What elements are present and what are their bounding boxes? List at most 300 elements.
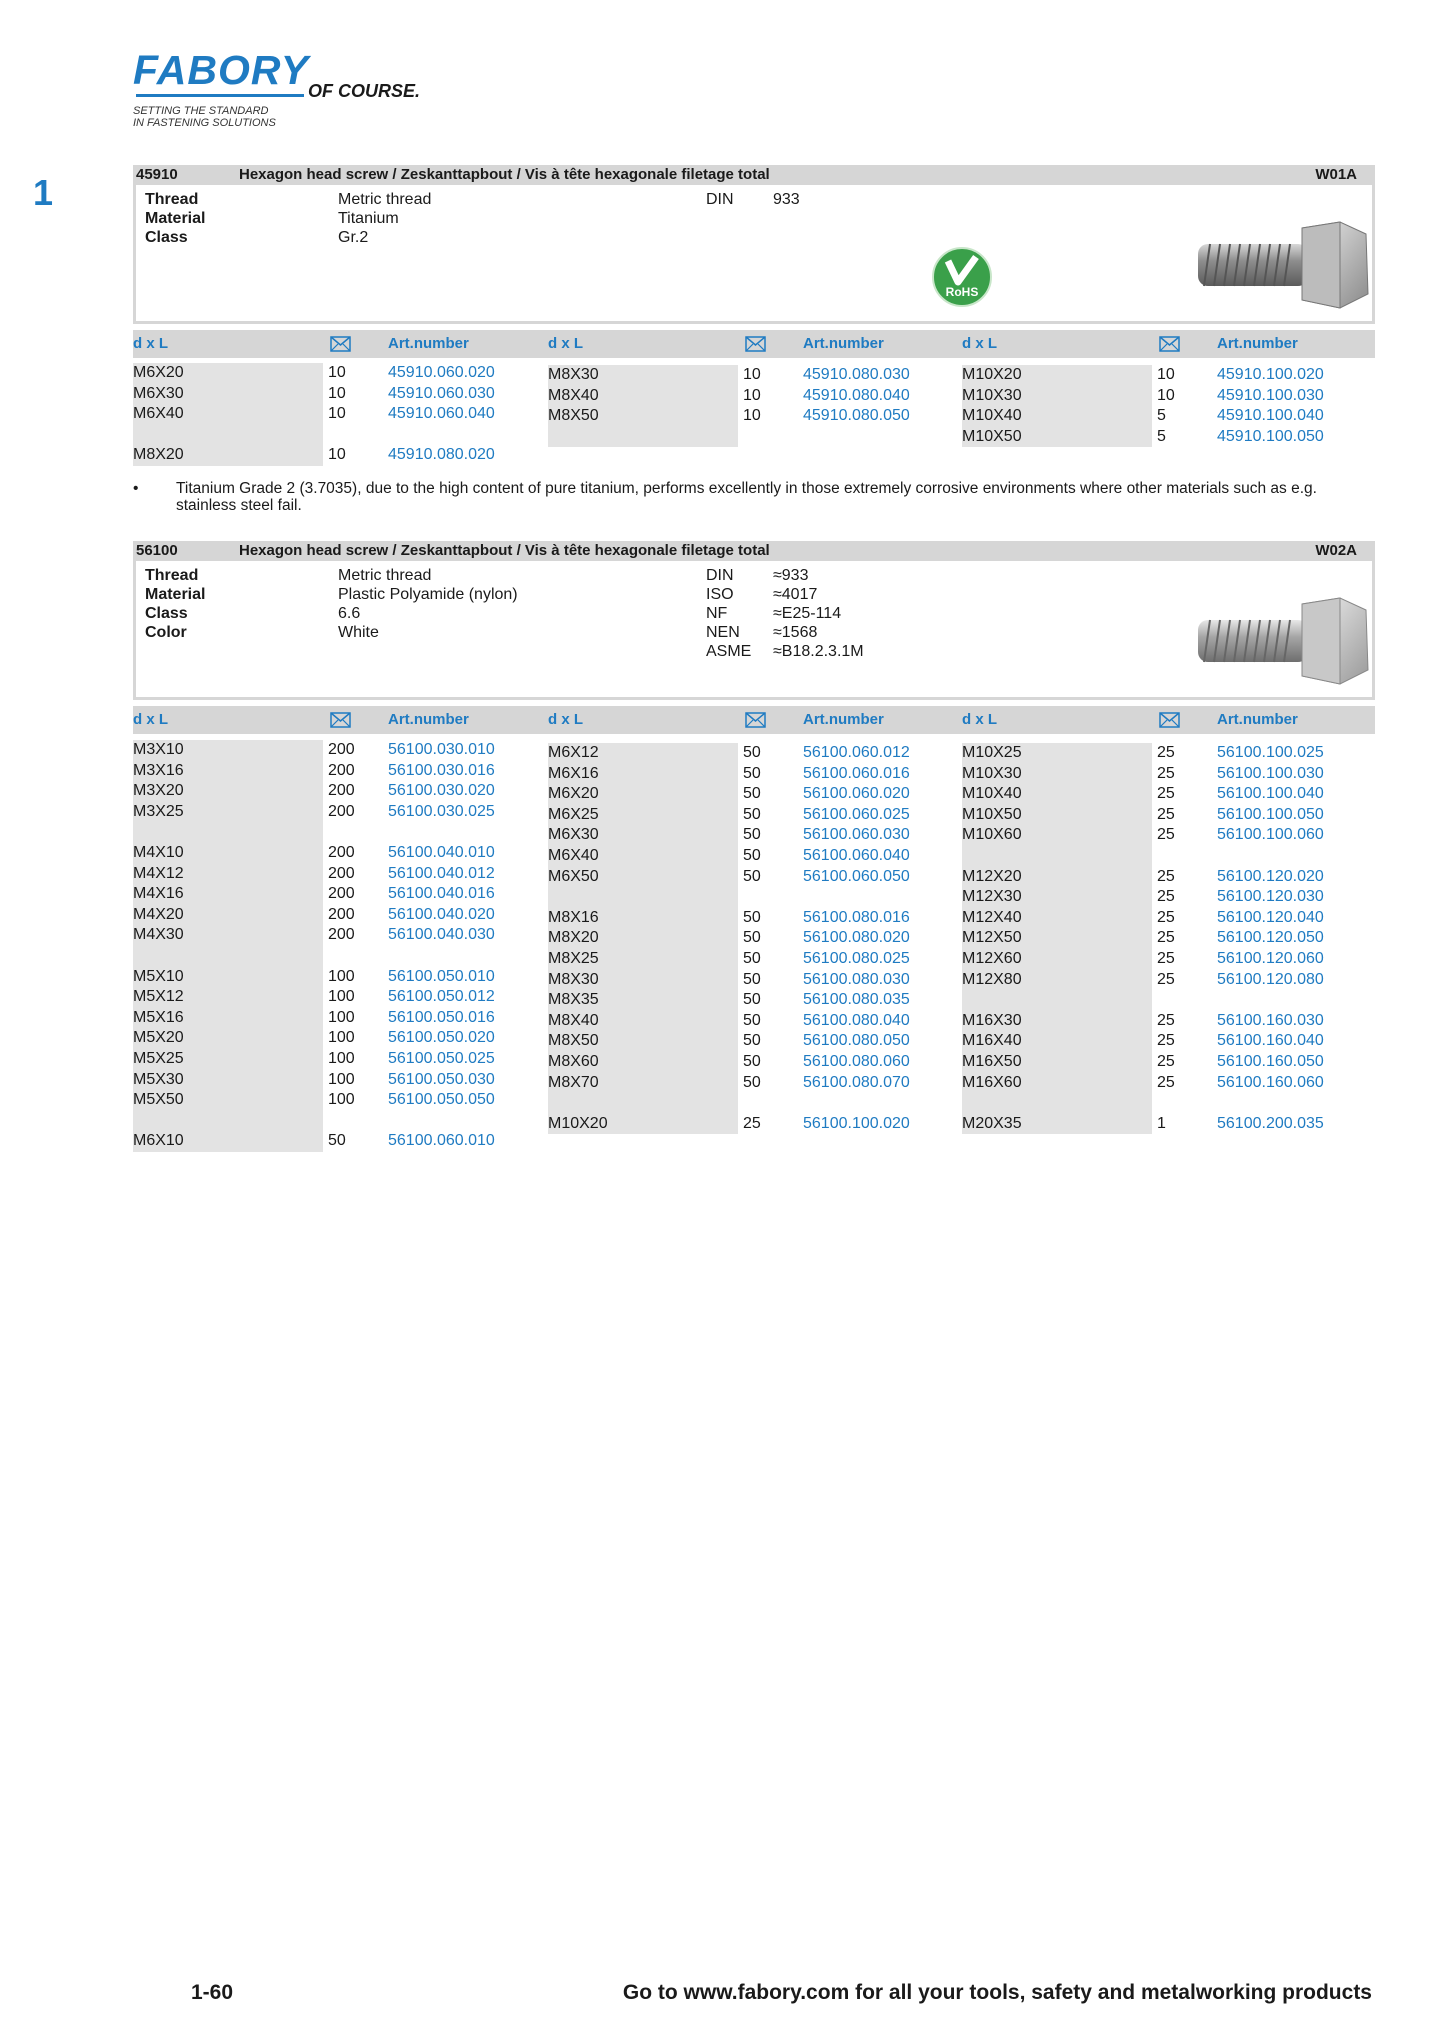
table-row — [548, 764, 958, 784]
article-number-link[interactable]: 56100.060.010 — [388, 1132, 495, 1150]
article-number-link[interactable]: 56100.080.025 — [803, 950, 910, 967]
pack-qty-cell: 50 — [743, 785, 761, 803]
article-number-link[interactable]: 56100.080.040 — [803, 1011, 910, 1029]
brand-logo — [133, 47, 421, 129]
column-art: Art.number — [388, 711, 469, 728]
tagline-line-2: IN FASTENING SOLUTIONS — [133, 117, 276, 129]
spec-value: 6.6 — [338, 605, 361, 622]
standard-label: DIN — [706, 567, 734, 584]
size-cell: M3X16 — [133, 761, 184, 779]
size-cell: M12X80 — [962, 970, 1022, 988]
size-cell: M4X30 — [133, 926, 184, 944]
product-section-45910 — [133, 165, 1375, 324]
spec-label: Thread — [145, 191, 199, 208]
size-cell: M16X30 — [962, 1011, 1022, 1029]
table-row — [133, 1131, 543, 1151]
size-cell: M6X20 — [548, 785, 599, 803]
size-cell: M10X20 — [962, 366, 1022, 383]
pack-qty-cell: 100 — [328, 1070, 355, 1088]
article-number-link[interactable]: 56100.120.030 — [1217, 888, 1324, 906]
article-number-link[interactable]: 56100.080.070 — [803, 1073, 910, 1091]
pack-qty-cell: 100 — [328, 988, 355, 1006]
spec-label: Class — [145, 229, 188, 246]
table-row — [962, 764, 1372, 784]
article-number-link[interactable]: 56100.040.016 — [388, 885, 495, 903]
column-art: Art.number — [1217, 335, 1298, 352]
spec-value: Metric thread — [338, 191, 432, 208]
spec-value: Plastic Polyamide (nylon) — [338, 586, 518, 603]
size-cell: M8X40 — [548, 1011, 599, 1029]
rohs-badge — [931, 246, 993, 308]
article-number-link[interactable]: 56100.080.030 — [803, 970, 910, 988]
table-row — [133, 864, 543, 884]
product-code: 45910 — [136, 166, 178, 183]
size-cell: M12X40 — [962, 908, 1022, 926]
pack-qty-cell: 10 — [1157, 366, 1175, 383]
table-row — [548, 949, 958, 969]
article-number-link[interactable]: 56100.060.016 — [803, 764, 910, 782]
column-art: Art.number — [803, 711, 884, 728]
table-row — [962, 1011, 1372, 1031]
standard-label: ISO — [706, 586, 734, 603]
table-row — [133, 905, 543, 925]
article-table-56100 — [133, 706, 1375, 1150]
size-cell: M8X60 — [548, 1053, 599, 1070]
spec-labels — [145, 566, 205, 642]
article-number-link[interactable]: 56100.100.050 — [1217, 805, 1324, 823]
section-header — [133, 165, 1375, 185]
article-number-link[interactable]: 56100.160.040 — [1217, 1032, 1324, 1050]
article-number-link[interactable]: 56100.050.050 — [388, 1091, 495, 1109]
size-cell: M4X20 — [133, 905, 184, 923]
spec-value: Gr.2 — [338, 229, 369, 246]
table-row — [548, 386, 958, 406]
size-cell: M8X30 — [548, 366, 599, 383]
envelope-icon — [745, 336, 766, 352]
spec-label: Color — [145, 624, 187, 641]
article-number-link[interactable]: 56100.160.060 — [1217, 1073, 1324, 1091]
standard-value: ≈B18.2.3.1M — [773, 643, 864, 660]
pack-qty-cell: 25 — [1157, 1032, 1175, 1050]
article-number-link[interactable]: 56100.040.012 — [388, 864, 495, 882]
pack-qty-cell: 50 — [743, 764, 761, 782]
envelope-icon — [1159, 712, 1180, 728]
envelope-icon — [745, 712, 766, 728]
article-number-link[interactable]: 56100.160.030 — [1217, 1011, 1324, 1029]
article-number-link[interactable]: 45910.060.040 — [388, 405, 495, 423]
pack-qty-cell: 50 — [743, 744, 761, 761]
table-row — [548, 825, 958, 845]
size-cell: M6X16 — [548, 764, 599, 782]
article-number-link[interactable]: 56100.080.050 — [803, 1032, 910, 1050]
table-row — [962, 867, 1372, 887]
size-cell: M8X20 — [548, 929, 599, 947]
standard-label: DIN — [706, 191, 734, 208]
pack-qty-cell: 25 — [743, 1114, 761, 1132]
product-section-56100 — [133, 541, 1375, 700]
table-row — [962, 928, 1372, 948]
table-row — [962, 784, 1372, 804]
pack-qty-cell: 25 — [1157, 970, 1175, 988]
size-cell: M8X35 — [548, 991, 599, 1009]
standard-label: ASME — [706, 643, 752, 660]
spec-value: Metric thread — [338, 567, 432, 584]
table-row — [133, 384, 543, 404]
pack-qty-cell: 200 — [328, 885, 355, 903]
size-cell: M8X50 — [548, 1032, 599, 1050]
article-number-link[interactable]: 45910.080.030 — [803, 366, 910, 383]
size-cell: M5X50 — [133, 1091, 184, 1109]
pack-qty-cell: 100 — [328, 1029, 355, 1047]
article-number-link[interactable]: 56100.060.050 — [803, 867, 910, 885]
brand-name: FABORY — [133, 47, 310, 93]
pack-qty-cell: 25 — [1157, 785, 1175, 803]
table-row — [962, 970, 1372, 990]
bullet-icon: • — [133, 480, 139, 497]
standard-value: 933 — [773, 191, 800, 208]
pack-qty-cell: 10 — [743, 386, 761, 404]
size-cell: M10X40 — [962, 785, 1022, 803]
size-cell: M6X10 — [133, 1132, 184, 1150]
pack-qty-cell: 50 — [743, 1032, 761, 1050]
pack-qty-cell: 50 — [743, 970, 761, 988]
size-cell: M12X60 — [962, 950, 1022, 967]
article-number-link[interactable]: 56100.120.020 — [1217, 867, 1324, 885]
article-number-link[interactable]: 56100.030.025 — [388, 802, 495, 820]
article-number-link[interactable]: 45910.080.050 — [803, 407, 910, 425]
size-cell: M8X25 — [548, 950, 599, 967]
table-row — [962, 365, 1372, 385]
article-number-link[interactable]: 56100.050.025 — [388, 1050, 495, 1067]
table-row — [962, 1052, 1372, 1072]
table-row — [133, 740, 543, 760]
size-cell: M10X20 — [548, 1114, 608, 1132]
article-number-link[interactable]: 56100.050.016 — [388, 1008, 495, 1026]
spec-value: Titanium — [338, 210, 399, 227]
size-cell: M10X50 — [962, 427, 1022, 445]
size-cell: M8X30 — [548, 970, 599, 988]
column-art: Art.number — [803, 335, 884, 352]
rohs-label: RoHS — [945, 285, 979, 299]
table-header — [133, 330, 1375, 358]
article-number-link[interactable]: 56100.100.020 — [803, 1114, 910, 1132]
pack-qty-cell: 25 — [1157, 744, 1175, 761]
pack-qty-cell: 50 — [743, 805, 761, 823]
standard-labels — [706, 190, 734, 209]
article-number-link[interactable]: 56100.100.030 — [1217, 764, 1324, 782]
pack-qty-cell: 50 — [743, 950, 761, 967]
size-cell: M5X10 — [133, 967, 184, 985]
article-number-link[interactable]: 45910.060.020 — [388, 364, 495, 381]
article-number-link[interactable]: 56100.040.030 — [388, 926, 495, 944]
size-cell: M20X35 — [962, 1114, 1022, 1132]
pack-qty-cell: 100 — [328, 967, 355, 985]
size-cell: M12X30 — [962, 888, 1022, 906]
pack-qty-cell: 50 — [328, 1132, 346, 1150]
size-cell: M8X70 — [548, 1073, 599, 1091]
table-row — [962, 825, 1372, 845]
table-row — [133, 1070, 543, 1090]
pack-qty-cell: 50 — [743, 1011, 761, 1029]
column-size: d x L — [962, 335, 998, 352]
pack-qty-cell: 25 — [1157, 908, 1175, 926]
size-cell: M8X40 — [548, 386, 599, 404]
article-number-link[interactable]: 56100.060.040 — [803, 847, 910, 864]
pack-qty-cell: 200 — [328, 844, 355, 861]
table-header — [133, 706, 1375, 734]
size-cell: M6X20 — [133, 364, 184, 381]
pack-qty-cell: 25 — [1157, 1053, 1175, 1070]
product-code: 56100 — [136, 542, 178, 559]
article-number-link[interactable]: 56100.120.060 — [1217, 950, 1324, 967]
size-cell: M3X20 — [133, 782, 184, 800]
table-row — [548, 1011, 958, 1031]
column-art: Art.number — [388, 335, 469, 352]
table-row — [133, 802, 543, 822]
hex-bolt-image — [1190, 220, 1380, 310]
spec-box — [133, 185, 1375, 324]
note-text: Titanium Grade 2 (3.7035), due to the high content of pure titanium, performs excellently in those extremely corrosive environments where other materials such as e.g. stainless steel fail. — [176, 480, 1317, 514]
pack-qty-cell: 1 — [1157, 1114, 1166, 1132]
size-cell: M16X50 — [962, 1053, 1022, 1070]
size-cell: M3X25 — [133, 802, 184, 820]
hex-bolt-image — [1190, 596, 1380, 686]
standard-label: NF — [706, 605, 728, 622]
table-row — [962, 743, 1372, 763]
table-row — [962, 949, 1372, 969]
spec-value: White — [338, 624, 379, 641]
product-ref: W02A — [1315, 542, 1357, 559]
size-cell: M10X30 — [962, 764, 1022, 782]
size-cell: M8X50 — [548, 407, 599, 425]
article-number-link[interactable]: 56100.200.035 — [1217, 1114, 1324, 1132]
article-number-link[interactable]: 56100.060.020 — [803, 785, 910, 803]
standard-labels — [706, 566, 751, 661]
table-row — [133, 404, 543, 424]
article-number-link[interactable]: 56100.050.030 — [388, 1070, 495, 1088]
article-number-link[interactable]: 56100.160.050 — [1217, 1053, 1324, 1070]
table-row — [548, 406, 958, 426]
table-row — [133, 843, 543, 863]
table-row — [133, 987, 543, 1007]
standard-values — [773, 190, 800, 209]
size-cell: M5X16 — [133, 1008, 184, 1026]
table-row — [548, 846, 958, 866]
table-row — [962, 887, 1372, 907]
article-number-link[interactable]: 56100.050.020 — [388, 1029, 495, 1047]
article-number-link[interactable]: 56100.120.080 — [1217, 970, 1324, 988]
table-row — [962, 908, 1372, 928]
spec-labels — [145, 190, 205, 247]
tagline-line-1: SETTING THE STANDARD — [133, 105, 269, 117]
pack-qty-cell: 200 — [328, 926, 355, 944]
article-number-link[interactable]: 56100.120.040 — [1217, 908, 1324, 926]
column-size: d x L — [548, 335, 584, 352]
table-row — [548, 990, 958, 1010]
spec-values — [338, 566, 518, 642]
table-row — [548, 1031, 958, 1051]
article-number-link[interactable]: 56100.030.010 — [388, 741, 495, 758]
table-row — [548, 743, 958, 763]
pack-qty-cell: 50 — [743, 908, 761, 926]
column-size: d x L — [962, 711, 998, 728]
pack-qty-cell: 10 — [743, 407, 761, 425]
pack-qty-cell: 10 — [328, 384, 346, 402]
table-row — [133, 884, 543, 904]
table-row — [133, 925, 543, 945]
size-cell: M16X40 — [962, 1032, 1022, 1050]
table-row — [133, 1049, 543, 1069]
table-row — [548, 1073, 958, 1093]
table-row — [962, 1031, 1372, 1051]
size-cell: M6X50 — [548, 867, 599, 885]
pack-qty-cell: 10 — [743, 366, 761, 383]
size-cell: M5X30 — [133, 1070, 184, 1088]
size-cell: M4X12 — [133, 864, 184, 882]
pack-qty-cell: 50 — [743, 847, 761, 864]
article-number-link[interactable]: 56100.060.030 — [803, 826, 910, 844]
pack-qty-cell: 200 — [328, 905, 355, 923]
table-row — [548, 365, 958, 385]
article-number-link[interactable]: 45910.100.030 — [1217, 386, 1324, 404]
table-row — [548, 1114, 958, 1134]
article-number-link[interactable]: 56100.040.020 — [388, 905, 495, 923]
page-number: 1-60 — [191, 1981, 234, 2004]
spec-box — [133, 561, 1375, 700]
spec-label: Class — [145, 605, 188, 622]
table-row — [133, 1090, 543, 1110]
standard-label: NEN — [706, 624, 740, 641]
table-row — [548, 1052, 958, 1072]
table-row — [133, 781, 543, 801]
table-row — [548, 805, 958, 825]
pack-qty-cell: 5 — [1157, 407, 1166, 425]
spec-label: Material — [145, 210, 206, 227]
article-number-link[interactable]: 56100.040.010 — [388, 844, 495, 861]
column-size: d x L — [548, 711, 584, 728]
table-row — [962, 427, 1372, 447]
pack-qty-cell: 100 — [328, 1091, 355, 1109]
spec-values — [338, 190, 431, 247]
standard-values — [773, 566, 864, 661]
size-cell: M5X12 — [133, 988, 184, 1006]
pack-qty-cell: 25 — [1157, 867, 1175, 885]
brand-slogan: OF COURSE. — [308, 81, 421, 101]
footer-text: Go to www.fabory.com for all your tools, safety and metalworking products — [622, 1981, 1372, 2004]
product-title: Hexagon head screw / Zeskanttapbout / Vis à tête hexagonale filetage total — [239, 166, 770, 183]
pack-qty-cell: 25 — [1157, 929, 1175, 947]
pack-qty-cell: 10 — [328, 364, 346, 381]
envelope-icon — [1159, 336, 1180, 352]
article-number-link[interactable]: 45910.100.050 — [1217, 427, 1324, 445]
pack-qty-cell: 10 — [328, 405, 346, 423]
article-number-link[interactable]: 56100.030.016 — [388, 761, 495, 779]
size-cell: M12X20 — [962, 867, 1022, 885]
article-number-link[interactable]: 45910.080.020 — [388, 446, 495, 464]
table-row — [548, 784, 958, 804]
size-cell: M8X20 — [133, 446, 184, 464]
pack-qty-cell: 50 — [743, 1073, 761, 1091]
pack-qty-cell: 25 — [1157, 764, 1175, 782]
article-number-link[interactable]: 56100.030.020 — [388, 782, 495, 800]
article-number-link[interactable]: 56100.100.025 — [1217, 744, 1324, 761]
standard-value: ≈4017 — [773, 586, 818, 603]
pack-qty-cell: 50 — [743, 867, 761, 885]
pack-qty-cell: 50 — [743, 826, 761, 844]
standard-value: ≈E25-114 — [773, 605, 842, 622]
article-number-link[interactable]: 56100.120.050 — [1217, 929, 1324, 947]
article-number-link[interactable]: 56100.100.040 — [1217, 785, 1324, 803]
article-number-link[interactable]: 56100.080.060 — [803, 1053, 910, 1070]
table-row — [962, 406, 1372, 426]
pack-qty-cell: 25 — [1157, 888, 1175, 906]
size-cell: M6X25 — [548, 805, 599, 823]
size-cell: M6X40 — [548, 847, 599, 864]
size-cell: M6X12 — [548, 744, 599, 761]
table-row — [548, 908, 958, 928]
product-title: Hexagon head screw / Zeskanttapbout / Vis à tête hexagonale filetage total — [239, 542, 770, 559]
table-row — [962, 1114, 1372, 1134]
size-cell: M5X20 — [133, 1029, 184, 1047]
article-number-link[interactable]: 56100.100.060 — [1217, 826, 1324, 844]
pack-qty-cell: 100 — [328, 1008, 355, 1026]
size-cell: M10X25 — [962, 744, 1022, 761]
table-row — [133, 363, 543, 383]
article-number-link[interactable]: 56100.080.035 — [803, 991, 910, 1009]
table-row — [133, 967, 543, 987]
table-row — [548, 867, 958, 887]
article-number-link[interactable]: 45910.080.040 — [803, 386, 910, 404]
size-cell: M16X60 — [962, 1073, 1022, 1091]
pack-qty-cell: 10 — [328, 446, 346, 464]
article-number-link[interactable]: 56100.050.012 — [388, 988, 495, 1006]
table-row — [133, 1028, 543, 1048]
brand-tagline — [133, 105, 276, 129]
spec-label: Thread — [145, 567, 199, 584]
size-cell: M3X10 — [133, 741, 184, 758]
table-row — [133, 761, 543, 781]
pack-qty-cell: 200 — [328, 741, 355, 758]
article-number-link[interactable]: 56100.060.025 — [803, 805, 910, 823]
size-cell: M10X50 — [962, 805, 1022, 823]
size-cell: M5X25 — [133, 1050, 184, 1067]
article-number-link[interactable]: 56100.080.016 — [803, 908, 910, 926]
standard-value: ≈933 — [773, 567, 809, 584]
pack-qty-cell: 200 — [328, 864, 355, 882]
article-number-link[interactable]: 56100.060.012 — [803, 744, 910, 761]
size-cell: M4X16 — [133, 885, 184, 903]
article-number-link[interactable]: 45910.100.040 — [1217, 407, 1324, 425]
table-row — [962, 1073, 1372, 1093]
column-size: d x L — [133, 335, 169, 352]
pack-qty-cell: 25 — [1157, 805, 1175, 823]
article-number-link[interactable]: 56100.080.020 — [803, 929, 910, 947]
table-row — [548, 970, 958, 990]
article-number-link[interactable]: 56100.050.010 — [388, 967, 495, 985]
pack-qty-cell: 200 — [328, 761, 355, 779]
article-table-45910 — [133, 330, 1375, 464]
product-ref: W01A — [1315, 166, 1357, 183]
size-cell: M6X40 — [133, 405, 184, 423]
spec-label: Material — [145, 586, 206, 603]
chapter-number: 1 — [33, 172, 54, 213]
pack-qty-cell: 25 — [1157, 950, 1175, 967]
article-number-link[interactable]: 45910.060.030 — [388, 384, 495, 402]
table-row — [962, 386, 1372, 406]
pack-qty-cell: 25 — [1157, 1073, 1175, 1091]
article-number-link[interactable]: 45910.100.020 — [1217, 366, 1324, 383]
size-cell: M10X40 — [962, 407, 1022, 425]
